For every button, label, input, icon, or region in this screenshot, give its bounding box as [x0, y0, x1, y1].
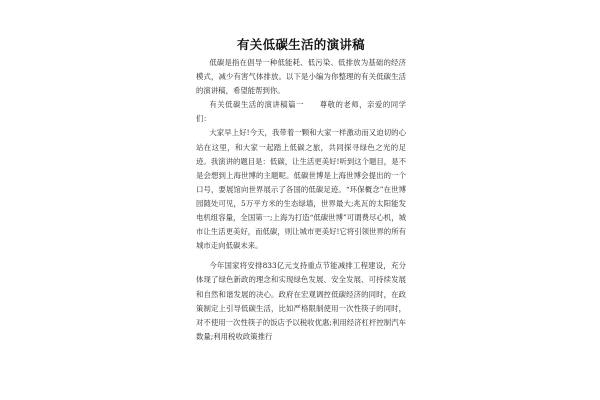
speech-paragraph: 大家早上好!今天，我带着一颗和大家一样激动而又迫切的心站在这里，和大家一起踏上低碳之旅，共同探寻绿色之光的足迹。我演讲的题目是：低碳，让生活更美好!听到这个题目，是不是会想到上海世博的主题呢。低碳世博是上海世博会提出的一个口号，要展馆向世界展示了各国的低碳足迹。“环保概念”在世博园随处可见，5万平方米的生态绿墙，世界最大;兆瓦的太阳能发电机组容量，全国第一;上海为打造“低碳世博”可谓费尽心机，城市让生活更美好，而低碳，则让城市更美好!它将引领世界的所有城市走向低碳未来。 [196, 128, 406, 251]
speech-heading-paragraph: 有关低碳生活的演讲稿篇一 尊敬的老师，亲爱的同学们： [196, 100, 406, 124]
document-title: 有关低碳生活的演讲稿 [236, 37, 365, 52]
speech-paragraph: 今年国家将安排833亿元支持重点节能减排工程建设，充分体现了绿色新政的理念和实现绿色发展、安全发展、可持续发展和自然和谐发展的决心。政府在宏观调控低碳经济的同时，在政策制定上引导低碳生活，比如严格限制使用一次性筷子的同时，对不使用一次性筷子的饭店予以税收优惠;利用经济杠杆控制汽车数量;利用税收政策推行 [196, 261, 406, 341]
intro-paragraph: 低碳是指在倡导一种低能耗、低污染、低排放为基础的经济模式，减少有害气体排放。以下是小编为你整理的有关低碳生活的演讲稿，希望能帮到你。 [196, 58, 406, 96]
document-body [196, 0, 406, 344]
